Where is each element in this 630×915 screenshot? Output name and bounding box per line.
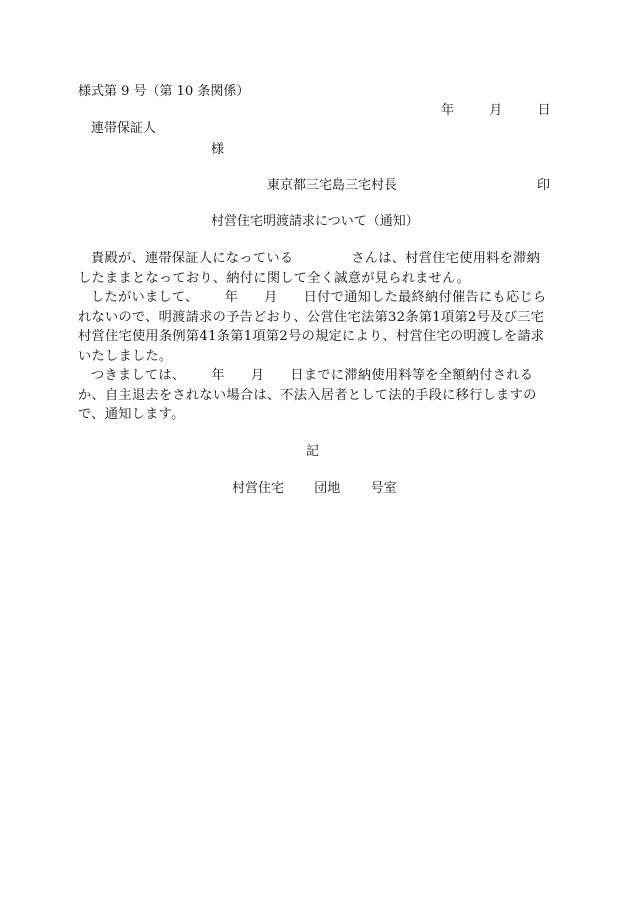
- complex-label: 団地: [314, 481, 341, 496]
- date-day: 日: [537, 103, 551, 118]
- date-month: 月: [489, 103, 503, 118]
- note-housing-line: [232, 480, 397, 498]
- paragraph-1: 貴殿が、連帯保証人になっている さんは、村営住宅使用料を滞納したままとなっており、納付に関して全く誠意が見られません。: [78, 251, 541, 286]
- addressee-honorific: 様: [211, 142, 225, 157]
- body-text: [78, 249, 548, 425]
- issuer-name: 東京都三宅島三宅村長: [267, 178, 398, 193]
- room-label: 号室: [370, 481, 397, 496]
- paragraph-3: つきましては、 年 月 日までに滞納使用料等を全額納付されるか、自主退去をされない場合は、不法入居者として法的手段に移行しますので、通知します。: [78, 368, 537, 422]
- addressee-title: 連帯保証人: [91, 121, 157, 136]
- housing-label: 村営住宅: [232, 481, 285, 496]
- note-heading: 記: [306, 444, 320, 459]
- document-subject: 村営住宅明渡請求について（通知）: [211, 214, 419, 229]
- form-label: 様式第 9 号（第 10 条関係）: [78, 84, 250, 99]
- paragraph-2: したがいまして、 年 月 日付で通知した最終納付催告にも応じられないので、明渡請求の予告どおり、公営住宅法第32条第1項第2号及び三宅村営住宅使用条例第41条第1項第2号の規定により、村営住宅の明渡しを請求いたしました。: [78, 290, 547, 364]
- date-line: [441, 102, 551, 120]
- date-year: 年: [441, 103, 455, 118]
- issuer-seal: 印: [537, 178, 551, 193]
